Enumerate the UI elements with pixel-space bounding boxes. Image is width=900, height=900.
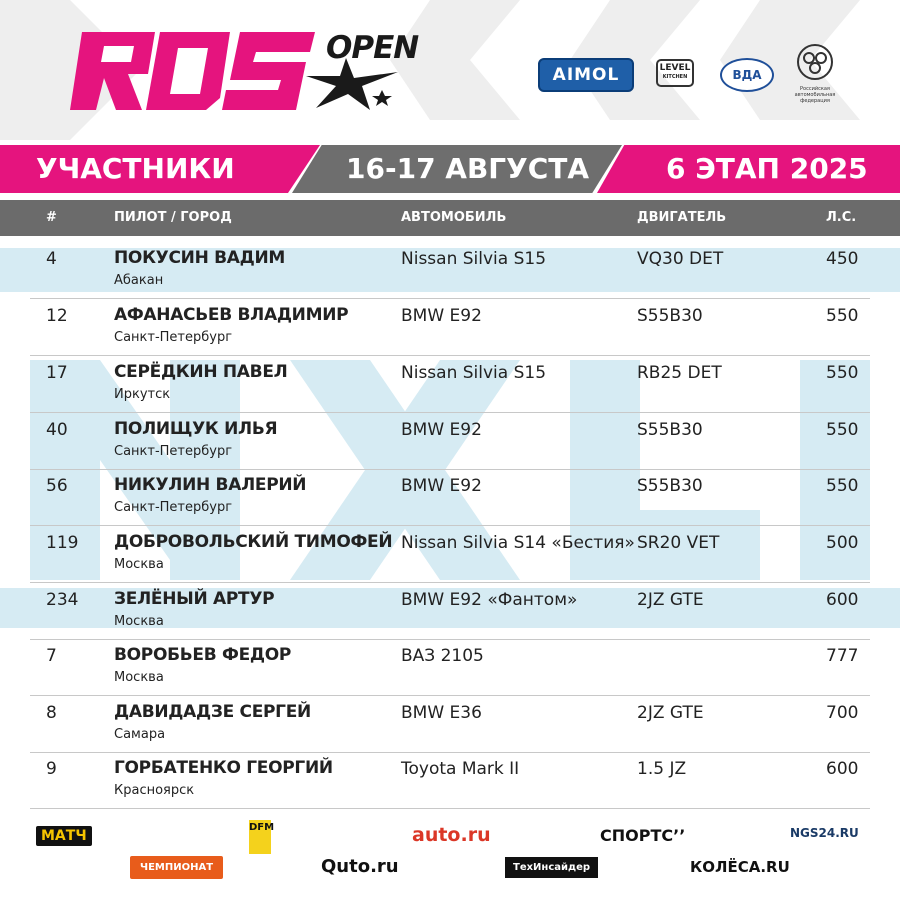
table-row — [0, 470, 900, 526]
table-row — [0, 584, 900, 640]
table-row — [0, 357, 900, 413]
row-city: Санкт-Петербург — [114, 330, 233, 345]
row-pilot: ПОКУСИН ВАДИМ — [114, 248, 286, 268]
row-pilot: НИКУЛИН ВАЛЕРИЙ — [114, 475, 307, 495]
row-engine: S55B30 — [637, 420, 703, 440]
star-icon — [306, 58, 398, 110]
ngs24-logo: NGS24.RU — [790, 826, 859, 840]
row-car: BMW E92 — [401, 420, 482, 440]
table-row — [0, 697, 900, 753]
row-num: 7 — [46, 646, 57, 666]
row-car: Nissan Silvia S15 — [401, 363, 547, 383]
row-hp: 550 — [826, 306, 859, 326]
row-hp: 450 — [826, 249, 859, 269]
row-divider — [30, 525, 870, 526]
row-engine: S55B30 — [637, 306, 703, 326]
row-car: BMW E36 — [401, 703, 482, 723]
row-num: 119 — [46, 533, 79, 553]
row-divider — [30, 298, 870, 299]
row-divider — [30, 695, 870, 696]
raf-logo — [790, 42, 840, 106]
raf-text: Российская автомобильная федерация — [794, 86, 836, 104]
autoru-logo: auto.ru — [412, 824, 491, 846]
row-city: Санкт-Петербург — [114, 500, 233, 515]
level-top: LEVEL — [659, 63, 691, 73]
row-hp: 550 — [826, 476, 859, 496]
row-city: Красноярск — [114, 783, 195, 798]
row-engine: 2JZ GTE — [637, 590, 704, 610]
match-tv-logo: МАТЧ — [36, 826, 92, 846]
row-engine: 1.5 JZ — [637, 759, 687, 779]
table-row — [0, 414, 900, 470]
row-city: Иркутск — [114, 387, 171, 402]
aimol-logo: AIMOL — [538, 58, 634, 92]
quto-logo: Quto.ru — [321, 856, 399, 877]
table-header — [0, 200, 900, 236]
row-pilot: АФАНАСЬЕВ ВЛАДИМИР — [114, 305, 349, 325]
row-num: 17 — [46, 363, 68, 383]
row-hp: 700 — [826, 703, 859, 723]
table-row — [0, 527, 900, 583]
row-pilot: ДАВИДАДЗЕ СЕРГЕЙ — [114, 702, 311, 722]
title-banner — [0, 145, 900, 193]
row-car: BMW E92 «Фантом» — [401, 590, 578, 610]
row-hp: 550 — [826, 420, 859, 440]
open-label: OPEN — [326, 30, 419, 66]
row-pilot: ДОБРОВОЛЬСКИЙ ТИМОФЕЙ — [114, 532, 393, 552]
col-num-header: # — [46, 210, 57, 225]
banner-participants: УЧАСТНИКИ — [36, 152, 235, 185]
row-num: 4 — [46, 249, 57, 269]
row-engine: 2JZ GTE — [637, 703, 704, 723]
row-divider — [30, 582, 870, 583]
banner-stage: 6 ЭТАП 2025 — [666, 152, 868, 185]
banner-dates: 16-17 АВГУСТА — [346, 152, 590, 185]
row-num: 9 — [46, 759, 57, 779]
row-city: Москва — [114, 557, 164, 572]
col-engine-header: ДВИГАТЕЛЬ — [637, 210, 727, 225]
row-pilot: ВОРОБЬЕВ ФЕДОР — [114, 645, 292, 665]
rds-logo — [60, 28, 330, 114]
raf-emblem-icon — [795, 42, 835, 82]
row-divider — [30, 355, 870, 356]
kolesa-logo: КОЛЁСА.RU — [690, 858, 790, 876]
row-car: BMW E92 — [401, 306, 482, 326]
table-row — [0, 753, 900, 809]
row-city: Абакан — [114, 273, 164, 288]
col-hp-header: Л.С. — [826, 210, 857, 225]
row-pilot: СЕРЁДКИН ПАВЕЛ — [114, 362, 288, 382]
col-pilot-header: ПИЛОТ / ГОРОД — [114, 210, 232, 225]
row-pilot: ЗЕЛЁНЫЙ АРТУР — [114, 589, 275, 609]
row-hp: 500 — [826, 533, 859, 553]
col-car-header: АВТОМОБИЛЬ — [401, 210, 507, 225]
vda-logo: ВДА — [720, 58, 774, 92]
row-num: 56 — [46, 476, 68, 496]
row-car: Nissan Silvia S14 «Бестия» — [401, 533, 635, 553]
row-hp: 777 — [826, 646, 859, 666]
row-divider — [30, 808, 870, 809]
row-car: ВАЗ 2105 — [401, 646, 484, 666]
row-divider — [30, 412, 870, 413]
row-car: Toyota Mark II — [401, 759, 520, 779]
row-num: 8 — [46, 703, 57, 723]
chempionat-logo: ЧЕМПИОНАТ — [130, 856, 223, 879]
level-bottom: KITCHEN — [662, 74, 688, 80]
row-num: 40 — [46, 420, 68, 440]
header — [0, 0, 900, 140]
row-pilot: ГОРБАТЕНКО ГЕОРГИЙ — [114, 758, 333, 778]
table-row — [0, 300, 900, 356]
row-city: Москва — [114, 670, 164, 685]
footer-partners — [0, 812, 900, 900]
sports-logo: СПОРТС’’ — [600, 826, 686, 845]
row-city: Самара — [114, 727, 166, 742]
row-num: 234 — [46, 590, 79, 610]
row-pilot: ПОЛИЩУК ИЛЬЯ — [114, 419, 278, 439]
row-hp: 600 — [826, 590, 859, 610]
row-engine: SR20 VET — [637, 533, 720, 553]
row-engine: S55B30 — [637, 476, 703, 496]
row-car: BMW E92 — [401, 476, 482, 496]
row-city: Санкт-Петербург — [114, 444, 233, 459]
techinsider-logo: ТехИнсайдер — [505, 857, 598, 878]
row-engine: VQ30 DET — [637, 249, 724, 269]
row-hp: 550 — [826, 363, 859, 383]
row-car: Nissan Silvia S15 — [401, 249, 547, 269]
row-engine: RB25 DET — [637, 363, 722, 383]
dfm-logo: DFM — [249, 820, 271, 854]
level-kitchen-logo — [656, 59, 694, 87]
row-num: 12 — [46, 306, 68, 326]
row-city: Москва — [114, 614, 164, 629]
table-row — [0, 243, 900, 299]
table-row — [0, 640, 900, 696]
row-hp: 600 — [826, 759, 859, 779]
